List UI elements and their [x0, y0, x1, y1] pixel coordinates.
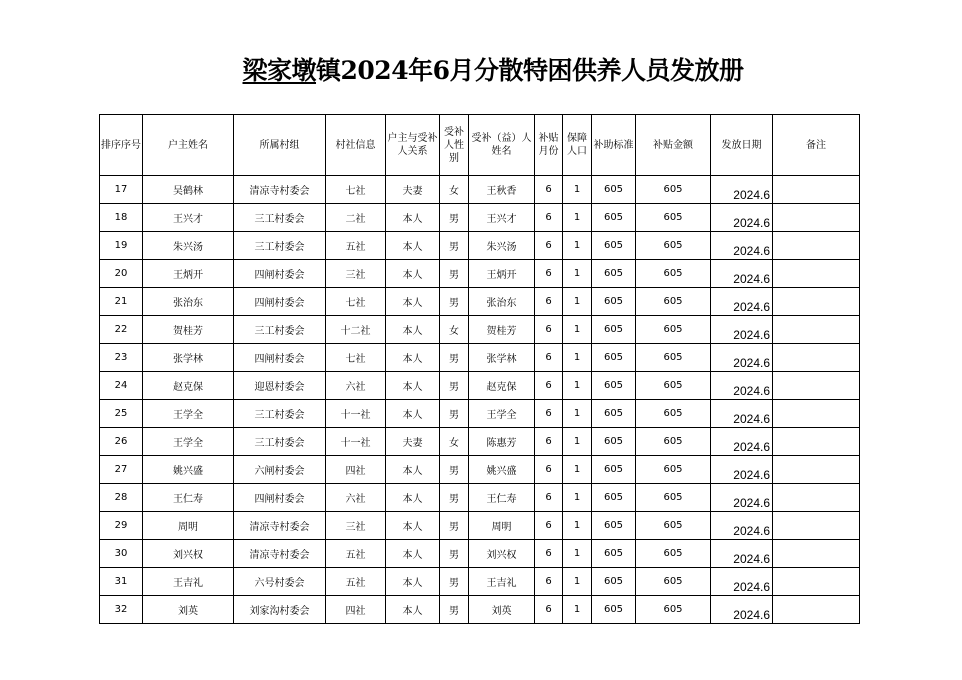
date-value: 2024.6 — [733, 496, 770, 510]
cell-col-group: 五社 — [326, 568, 386, 596]
cell-col-relation: 本人 — [386, 456, 440, 484]
cell-col-recipient: 刘英 — [469, 596, 535, 624]
cell-col-seq: 26 — [100, 428, 143, 456]
cell-col-recipient: 王秋香 — [469, 176, 535, 204]
date-value: 2024.6 — [733, 524, 770, 538]
cell-col-date — [711, 540, 773, 568]
cell-col-householder: 王仁寿 — [143, 484, 234, 512]
cell-col-persons: 1 — [563, 484, 592, 512]
cell-col-remarks — [773, 568, 860, 596]
cell-col-remarks — [773, 316, 860, 344]
cell-col-remarks — [773, 344, 860, 372]
cell-col-village: 三工村委会 — [234, 316, 326, 344]
cell-col-householder: 刘英 — [143, 596, 234, 624]
header-col-persons: 保障人口 — [563, 115, 592, 176]
cell-col-recipient: 王吉礼 — [469, 568, 535, 596]
cell-col-date — [711, 568, 773, 596]
cell-col-months: 6 — [535, 400, 563, 428]
cell-col-recipient: 王炳开 — [469, 260, 535, 288]
cell-col-recipient: 刘兴权 — [469, 540, 535, 568]
cell-col-recipient: 陈惠芳 — [469, 428, 535, 456]
cell-col-remarks — [773, 456, 860, 484]
cell-col-persons: 1 — [563, 400, 592, 428]
cell-col-gender: 男 — [440, 512, 469, 540]
cell-col-persons: 1 — [563, 316, 592, 344]
cell-col-recipient: 王仁寿 — [469, 484, 535, 512]
cell-col-date — [711, 232, 773, 260]
cell-col-persons: 1 — [563, 596, 592, 624]
date-value: 2024.6 — [733, 580, 770, 594]
cell-col-gender: 男 — [440, 232, 469, 260]
cell-col-date — [711, 316, 773, 344]
cell-col-standard: 605 — [592, 232, 636, 260]
cell-col-seq: 27 — [100, 456, 143, 484]
cell-col-recipient: 张治东 — [469, 288, 535, 316]
cell-col-standard: 605 — [592, 344, 636, 372]
cell-col-remarks — [773, 260, 860, 288]
cell-col-gender: 女 — [440, 176, 469, 204]
cell-col-householder: 吴鹤林 — [143, 176, 234, 204]
cell-col-amount: 605 — [636, 176, 711, 204]
cell-col-months: 6 — [535, 204, 563, 232]
cell-col-village: 迎恩村委会 — [234, 372, 326, 400]
cell-col-gender: 男 — [440, 260, 469, 288]
date-value: 2024.6 — [733, 300, 770, 314]
cell-col-seq: 19 — [100, 232, 143, 260]
cell-col-seq: 25 — [100, 400, 143, 428]
cell-col-amount: 605 — [636, 512, 711, 540]
cell-col-seq: 17 — [100, 176, 143, 204]
cell-col-gender: 男 — [440, 204, 469, 232]
cell-col-persons: 1 — [563, 428, 592, 456]
cell-col-standard: 605 — [592, 372, 636, 400]
cell-col-date — [711, 428, 773, 456]
cell-col-gender: 女 — [440, 428, 469, 456]
header-col-seq: 排序序号 — [100, 115, 143, 176]
cell-col-seq: 31 — [100, 568, 143, 596]
cell-col-gender: 男 — [440, 484, 469, 512]
cell-col-village: 四闸村委会 — [234, 288, 326, 316]
cell-col-amount: 605 — [636, 260, 711, 288]
cell-col-group: 五社 — [326, 540, 386, 568]
table-row — [100, 596, 860, 624]
cell-col-date — [711, 456, 773, 484]
date-value: 2024.6 — [733, 356, 770, 370]
table-row — [100, 260, 860, 288]
date-value: 2024.6 — [733, 272, 770, 286]
cell-col-standard: 605 — [592, 512, 636, 540]
cell-col-persons: 1 — [563, 204, 592, 232]
cell-col-months: 6 — [535, 372, 563, 400]
cell-col-householder: 赵克保 — [143, 372, 234, 400]
cell-col-remarks — [773, 288, 860, 316]
title-town: 梁家墩 — [242, 56, 317, 85]
cell-col-householder: 刘兴权 — [143, 540, 234, 568]
cell-col-relation: 本人 — [386, 260, 440, 288]
cell-col-relation: 本人 — [386, 204, 440, 232]
cell-col-relation: 本人 — [386, 316, 440, 344]
cell-col-gender: 男 — [440, 344, 469, 372]
cell-col-gender: 男 — [440, 456, 469, 484]
header-col-remarks: 备注 — [773, 115, 860, 176]
cell-col-date — [711, 204, 773, 232]
cell-col-village: 清凉寺村委会 — [234, 512, 326, 540]
cell-col-date — [711, 512, 773, 540]
cell-col-date — [711, 400, 773, 428]
cell-col-group: 七社 — [326, 344, 386, 372]
table-header — [100, 115, 860, 176]
date-value: 2024.6 — [733, 384, 770, 398]
cell-col-relation: 本人 — [386, 540, 440, 568]
cell-col-group: 五社 — [326, 232, 386, 260]
date-value: 2024.6 — [733, 188, 770, 202]
cell-col-seq: 20 — [100, 260, 143, 288]
header-col-recipient: 受补（益）人姓名 — [469, 115, 535, 176]
date-value: 2024.6 — [733, 608, 770, 622]
cell-col-householder: 姚兴盛 — [143, 456, 234, 484]
cell-col-remarks — [773, 428, 860, 456]
date-value: 2024.6 — [733, 552, 770, 566]
cell-col-relation: 本人 — [386, 568, 440, 596]
cell-col-persons: 1 — [563, 260, 592, 288]
cell-col-date — [711, 344, 773, 372]
table-row — [100, 232, 860, 260]
header-col-householder: 户主姓名 — [143, 115, 234, 176]
header-col-amount: 补贴金额 — [636, 115, 711, 176]
cell-col-remarks — [773, 176, 860, 204]
cell-col-group: 四社 — [326, 596, 386, 624]
cell-col-householder: 贺桂芳 — [143, 316, 234, 344]
cell-col-amount: 605 — [636, 316, 711, 344]
date-value: 2024.6 — [733, 216, 770, 230]
cell-col-village: 清凉寺村委会 — [234, 540, 326, 568]
table-row — [100, 176, 860, 204]
table-row — [100, 484, 860, 512]
cell-col-relation: 本人 — [386, 372, 440, 400]
cell-col-householder: 王学全 — [143, 400, 234, 428]
cell-col-remarks — [773, 596, 860, 624]
header-col-date: 发放日期 — [711, 115, 773, 176]
cell-col-householder: 朱兴汤 — [143, 232, 234, 260]
date-value: 2024.6 — [733, 244, 770, 258]
cell-col-persons: 1 — [563, 456, 592, 484]
cell-col-village: 刘家沟村委会 — [234, 596, 326, 624]
cell-col-seq: 23 — [100, 344, 143, 372]
cell-col-date — [711, 288, 773, 316]
cell-col-standard: 605 — [592, 484, 636, 512]
date-value: 2024.6 — [733, 328, 770, 342]
cell-col-seq: 28 — [100, 484, 143, 512]
cell-col-date — [711, 176, 773, 204]
cell-col-relation: 本人 — [386, 596, 440, 624]
cell-col-standard: 605 — [592, 400, 636, 428]
cell-col-persons: 1 — [563, 540, 592, 568]
cell-col-recipient: 张学林 — [469, 344, 535, 372]
cell-col-standard: 605 — [592, 288, 636, 316]
cell-col-householder: 周明 — [143, 512, 234, 540]
cell-col-amount: 605 — [636, 204, 711, 232]
cell-col-persons: 1 — [563, 176, 592, 204]
cell-col-standard: 605 — [592, 456, 636, 484]
cell-col-months: 6 — [535, 288, 563, 316]
cell-col-months: 6 — [535, 316, 563, 344]
cell-col-amount: 605 — [636, 596, 711, 624]
cell-col-recipient: 贺桂芳 — [469, 316, 535, 344]
cell-col-standard: 605 — [592, 260, 636, 288]
cell-col-months: 6 — [535, 596, 563, 624]
cell-col-relation: 本人 — [386, 344, 440, 372]
cell-col-recipient: 王兴才 — [469, 204, 535, 232]
cell-col-relation: 夫妻 — [386, 176, 440, 204]
cell-col-relation: 本人 — [386, 484, 440, 512]
cell-col-months: 6 — [535, 512, 563, 540]
cell-col-village: 三工村委会 — [234, 400, 326, 428]
cell-col-relation: 夫妻 — [386, 428, 440, 456]
cell-col-seq: 32 — [100, 596, 143, 624]
cell-col-date — [711, 372, 773, 400]
cell-col-village: 六闸村委会 — [234, 456, 326, 484]
cell-col-group: 七社 — [326, 176, 386, 204]
cell-col-recipient: 姚兴盛 — [469, 456, 535, 484]
header-col-months: 补贴月份 — [535, 115, 563, 176]
cell-col-standard: 605 — [592, 176, 636, 204]
cell-col-relation: 本人 — [386, 232, 440, 260]
cell-col-months: 6 — [535, 260, 563, 288]
cell-col-persons: 1 — [563, 344, 592, 372]
cell-col-persons: 1 — [563, 232, 592, 260]
cell-col-seq: 18 — [100, 204, 143, 232]
cell-col-recipient: 赵克保 — [469, 372, 535, 400]
cell-col-village: 四闸村委会 — [234, 260, 326, 288]
cell-col-months: 6 — [535, 344, 563, 372]
cell-col-village: 清凉寺村委会 — [234, 176, 326, 204]
table-row — [100, 344, 860, 372]
cell-col-months: 6 — [535, 428, 563, 456]
cell-col-standard: 605 — [592, 428, 636, 456]
cell-col-gender: 男 — [440, 288, 469, 316]
header-col-village: 所属村组 — [234, 115, 326, 176]
cell-col-householder: 王学全 — [143, 428, 234, 456]
header-col-standard: 补助标准 — [592, 115, 636, 176]
cell-col-persons: 1 — [563, 372, 592, 400]
cell-col-gender: 女 — [440, 316, 469, 344]
cell-col-group: 四社 — [326, 456, 386, 484]
table-row — [100, 204, 860, 232]
cell-col-group: 七社 — [326, 288, 386, 316]
title-rest: 镇2024年6月分散特困供养人员发放册 — [316, 56, 744, 85]
cell-col-gender: 男 — [440, 596, 469, 624]
cell-col-group: 三社 — [326, 512, 386, 540]
cell-col-householder: 王吉礼 — [143, 568, 234, 596]
cell-col-village: 四闸村委会 — [234, 484, 326, 512]
cell-col-remarks — [773, 540, 860, 568]
cell-col-date — [711, 484, 773, 512]
cell-col-standard: 605 — [592, 568, 636, 596]
cell-col-amount: 605 — [636, 372, 711, 400]
table-row — [100, 428, 860, 456]
cell-col-standard: 605 — [592, 316, 636, 344]
table-row — [100, 400, 860, 428]
cell-col-village: 三工村委会 — [234, 204, 326, 232]
cell-col-gender: 男 — [440, 372, 469, 400]
cell-col-months: 6 — [535, 456, 563, 484]
cell-col-seq: 24 — [100, 372, 143, 400]
header-row — [100, 115, 860, 176]
distribution-table — [99, 114, 860, 624]
cell-col-group: 六社 — [326, 484, 386, 512]
cell-col-amount: 605 — [636, 288, 711, 316]
cell-col-date — [711, 260, 773, 288]
cell-col-householder: 王炳开 — [143, 260, 234, 288]
cell-col-householder: 张学林 — [143, 344, 234, 372]
cell-col-village: 六号村委会 — [234, 568, 326, 596]
date-value: 2024.6 — [733, 468, 770, 482]
table-row — [100, 568, 860, 596]
cell-col-amount: 605 — [636, 428, 711, 456]
cell-col-gender: 男 — [440, 400, 469, 428]
table-row — [100, 316, 860, 344]
cell-col-remarks — [773, 204, 860, 232]
cell-col-relation: 本人 — [386, 512, 440, 540]
cell-col-group: 十一社 — [326, 400, 386, 428]
cell-col-amount: 605 — [636, 344, 711, 372]
cell-col-standard: 605 — [592, 540, 636, 568]
cell-col-months: 6 — [535, 540, 563, 568]
cell-col-remarks — [773, 400, 860, 428]
table-row — [100, 512, 860, 540]
cell-col-remarks — [773, 372, 860, 400]
cell-col-householder: 王兴才 — [143, 204, 234, 232]
cell-col-months: 6 — [535, 568, 563, 596]
table-body — [100, 176, 860, 624]
cell-col-group: 十一社 — [326, 428, 386, 456]
cell-col-gender: 男 — [440, 568, 469, 596]
cell-col-amount: 605 — [636, 456, 711, 484]
cell-col-group: 三社 — [326, 260, 386, 288]
cell-col-months: 6 — [535, 484, 563, 512]
cell-col-months: 6 — [535, 176, 563, 204]
table-row — [100, 540, 860, 568]
cell-col-gender: 男 — [440, 540, 469, 568]
cell-col-seq: 29 — [100, 512, 143, 540]
cell-col-group: 六社 — [326, 372, 386, 400]
cell-col-seq: 22 — [100, 316, 143, 344]
table-row — [100, 288, 860, 316]
cell-col-householder: 张治东 — [143, 288, 234, 316]
cell-col-recipient: 朱兴汤 — [469, 232, 535, 260]
cell-col-seq: 21 — [100, 288, 143, 316]
cell-col-amount: 605 — [636, 232, 711, 260]
cell-col-date — [711, 596, 773, 624]
header-col-relation: 户主与受补人关系 — [386, 115, 440, 176]
cell-col-amount: 605 — [636, 568, 711, 596]
date-value: 2024.6 — [733, 412, 770, 426]
header-col-group: 村社信息 — [326, 115, 386, 176]
cell-col-amount: 605 — [636, 540, 711, 568]
cell-col-group: 十二社 — [326, 316, 386, 344]
cell-col-remarks — [773, 232, 860, 260]
table-row — [100, 456, 860, 484]
header-col-gender: 受补人性别 — [440, 115, 469, 176]
cell-col-village: 四闸村委会 — [234, 344, 326, 372]
cell-col-amount: 605 — [636, 484, 711, 512]
cell-col-months: 6 — [535, 232, 563, 260]
table-row — [100, 372, 860, 400]
cell-col-recipient: 王学全 — [469, 400, 535, 428]
cell-col-persons: 1 — [563, 568, 592, 596]
cell-col-recipient: 周明 — [469, 512, 535, 540]
cell-col-village: 三工村委会 — [234, 428, 326, 456]
cell-col-remarks — [773, 484, 860, 512]
cell-col-remarks — [773, 512, 860, 540]
cell-col-standard: 605 — [592, 204, 636, 232]
cell-col-relation: 本人 — [386, 400, 440, 428]
cell-col-persons: 1 — [563, 288, 592, 316]
cell-col-seq: 30 — [100, 540, 143, 568]
page-title — [0, 54, 962, 88]
cell-col-group: 二社 — [326, 204, 386, 232]
cell-col-village: 三工村委会 — [234, 232, 326, 260]
cell-col-standard: 605 — [592, 596, 636, 624]
cell-col-amount: 605 — [636, 400, 711, 428]
cell-col-persons: 1 — [563, 512, 592, 540]
cell-col-relation: 本人 — [386, 288, 440, 316]
date-value: 2024.6 — [733, 440, 770, 454]
